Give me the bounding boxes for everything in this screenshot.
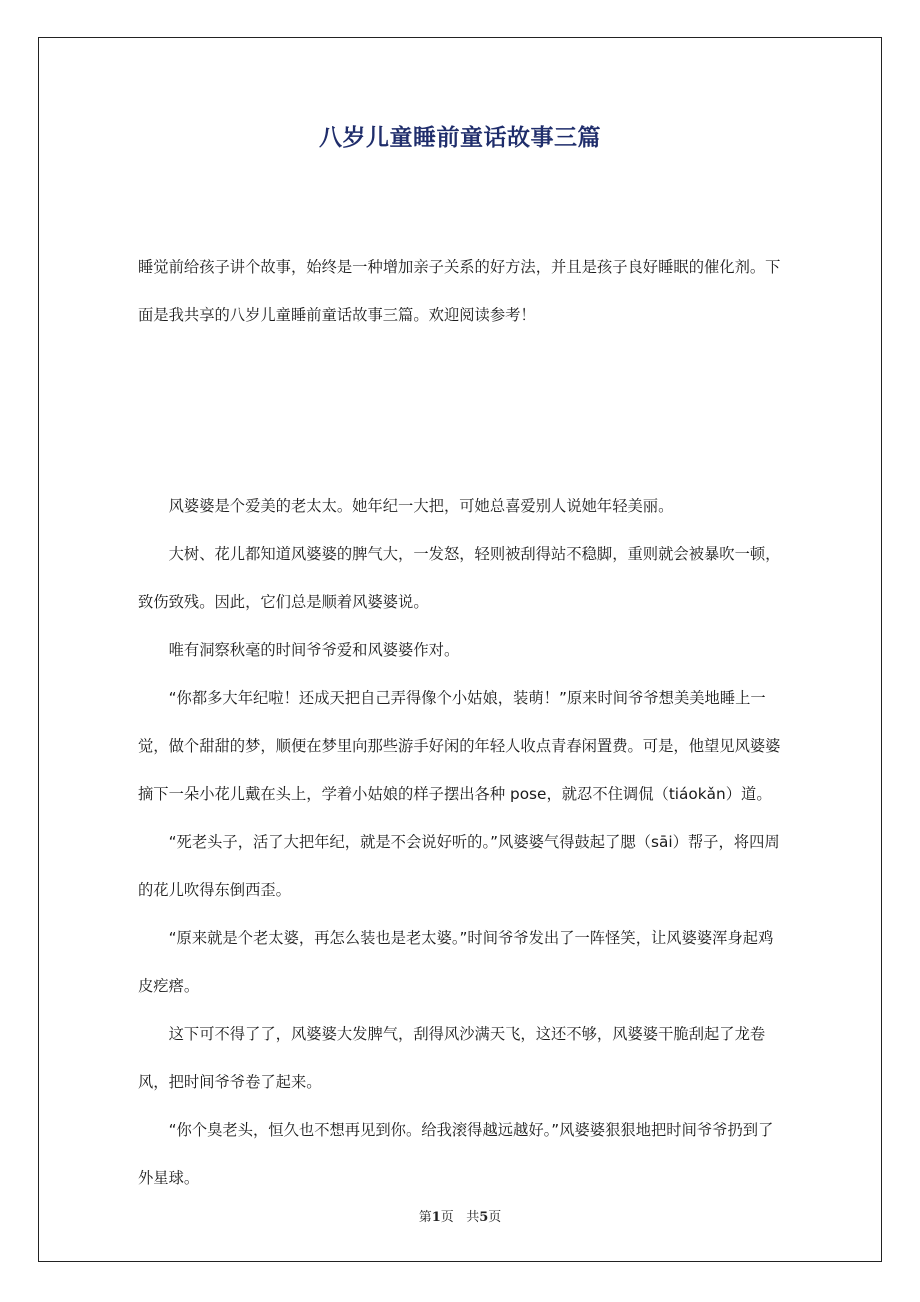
story-paragraph: “原来就是个老太婆，再怎么装也是老太婆。”时间爷爷发出了一阵怪笑，让风婆婆浑身起鸡皮疙瘩。 [138, 929, 774, 995]
story-paragraph: 这下可不得了了，风婆婆大发脾气，刮得风沙满天飞，这还不够，风婆婆干脆刮起了龙卷风，把时间爷爷卷了起来。 [138, 1025, 766, 1091]
document-title: 八岁儿童睡前童话故事三篇 [319, 125, 601, 151]
story-paragraph: “你都多大年纪啦！还成天把自己弄得像个小姑娘，装萌！”原来时间爷爷想美美地睡上一觉，做个甜甜的梦，顺便在梦里向那些游手好闲的年轻人收点青春闲置费。可是，他望见风婆婆摘下一朵小花儿戴在头上，学着小姑娘的样子摆出各种 pose，就忍不住调侃（tiáokǎn）道。 [138, 689, 781, 803]
footer-total-prefix: 共 [466, 1210, 480, 1225]
story-paragraph: “死老头子，活了大把年纪，就是不会说好听的。”风婆婆气得鼓起了腮（sāi）帮子，将四周的花儿吹得东倒西歪。 [138, 833, 780, 899]
story-paragraph: 唯有洞察秋毫的时间爷爷爱和风婆婆作对。 [168, 641, 460, 659]
story-paragraph: “你个臭老头，恒久也不想再见到你。给我滚得越远越好。”风婆婆狠狠地把时间爷爷扔到了外星球。 [138, 1121, 774, 1187]
footer-prefix: 第 [418, 1210, 432, 1225]
footer-page-word: 页 [440, 1210, 454, 1225]
story-body [138, 482, 788, 1202]
intro-paragraph: 睡觉前给孩子讲个故事，始终是一种增加亲子关系的好方法，并且是孩子良好睡眠的催化剂。下面是我共享的八岁儿童睡前童话故事三篇。欢迎阅读参考！ [138, 258, 781, 324]
current-page-number: 1 [431, 1210, 441, 1225]
intro-section [138, 243, 788, 339]
footer-total-suffix: 页 [488, 1210, 502, 1225]
total-pages-number: 5 [479, 1210, 489, 1225]
page-footer [0, 1206, 920, 1225]
story-paragraph: 风婆婆是个爱美的老太太。她年纪一大把，可她总喜爱别人说她年轻美丽。 [168, 497, 674, 515]
story-paragraph: 大树、花儿都知道风婆婆的脾气大，一发怒，轻则被刮得站不稳脚，重则就会被暴吹一顿，致伤致残。因此，它们总是顺着风婆婆说。 [138, 545, 781, 611]
